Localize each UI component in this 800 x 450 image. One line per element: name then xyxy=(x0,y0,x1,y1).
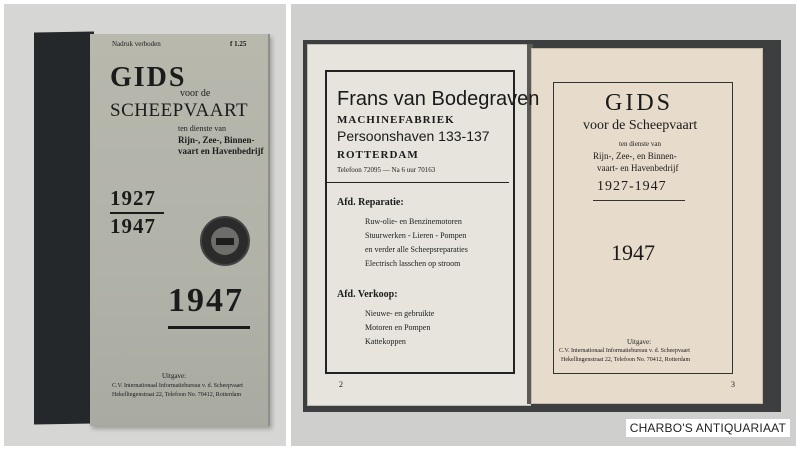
cover-publisher: C.V. Internationaal Informatiebureau v. d. Scheepvaart xyxy=(112,383,243,389)
cover-scheepvaart: SCHEEPVAART xyxy=(110,100,249,121)
cover-edition-rule xyxy=(168,326,250,329)
cover-price: f 1.25 xyxy=(230,40,247,48)
seller-watermark: CHARBO'S ANTIQUARIAAT xyxy=(626,419,790,437)
title-voor-de: voor de Scheepvaart xyxy=(583,118,698,133)
ad-section1-line: Stuurwerken - Lieren - Pompen xyxy=(365,231,467,240)
cover-ten-dienste: ten dienste van xyxy=(178,124,226,133)
ad-section1-line: Electrisch lasschen op stroom xyxy=(365,259,461,268)
open-book-photo xyxy=(291,4,796,446)
title-years-rule xyxy=(593,200,685,201)
cover-title: GIDS xyxy=(110,62,187,93)
title-vaart: vaart- en Havenbedrijf xyxy=(597,163,679,173)
cover-address: Hekellingenstraat 22, Telefoon No. 70412, Rotterdam xyxy=(112,392,242,398)
cover-year-a: 1927 xyxy=(110,186,156,210)
title-publisher: C.V. Internationaal Informatiebureau v. d. Scheepvaart xyxy=(559,348,690,354)
ad-phone: Telefoon 72095 — Na 6 uur 70163 xyxy=(337,166,436,174)
ad-section2-line: Nieuwe- en gebruikte xyxy=(365,309,435,318)
cover-seal-image xyxy=(200,216,250,266)
title-rijn: Rijn-, Zee-, en Binnen- xyxy=(593,151,677,161)
ad-city: ROTTERDAM xyxy=(337,149,419,161)
book-front-cover xyxy=(90,34,270,426)
title-page-number: 3 xyxy=(731,380,735,389)
title-uitgave: Uitgave: xyxy=(627,338,652,346)
title-ten-dienste: ten dienste van xyxy=(619,140,661,148)
title-address: Hekellingenstraat 22, Telefoon No. 70412, Rotterdam xyxy=(561,357,691,363)
ad-section2-title: Afd. Verkoop: xyxy=(337,289,398,300)
title-years: 1927-1947 xyxy=(597,179,667,194)
ad-section2-line: Motoren en Pompen xyxy=(365,323,431,332)
ad-section1-line: Ruw-olie- en Benzinemotoren xyxy=(365,217,462,226)
book-spine xyxy=(34,31,94,424)
cover-uitgave: Uitgave: xyxy=(162,372,187,380)
ad-section1-title: Afd. Reparatie: xyxy=(337,197,404,208)
cover-rijn: Rijn-, Zee-, Binnen- xyxy=(178,135,255,145)
cover-notice: Nadruk verboden xyxy=(112,40,161,48)
ad-company: Frans van Bodegraven xyxy=(337,88,540,110)
cover-vaart: vaart en Havenbedrijf xyxy=(178,146,264,156)
ad-type: MACHINEFABRIEK xyxy=(337,114,455,126)
ad-section2-line: Kattekoppen xyxy=(365,337,406,346)
ad-page-number: 2 xyxy=(339,380,343,389)
ad-street: Persoonshaven 133-137 xyxy=(337,128,490,144)
ad-divider xyxy=(327,182,509,183)
closed-book-photo xyxy=(4,4,286,446)
title-edition-year: 1947 xyxy=(611,240,655,265)
ad-section1-line: en verder alle Scheepsreparaties xyxy=(365,245,468,254)
cover-year-b: 1947 xyxy=(110,214,156,238)
cover-voor-de: voor de xyxy=(180,88,211,99)
cover-edition-year: 1947 xyxy=(168,282,244,319)
title-gids: GIDS xyxy=(605,90,674,116)
